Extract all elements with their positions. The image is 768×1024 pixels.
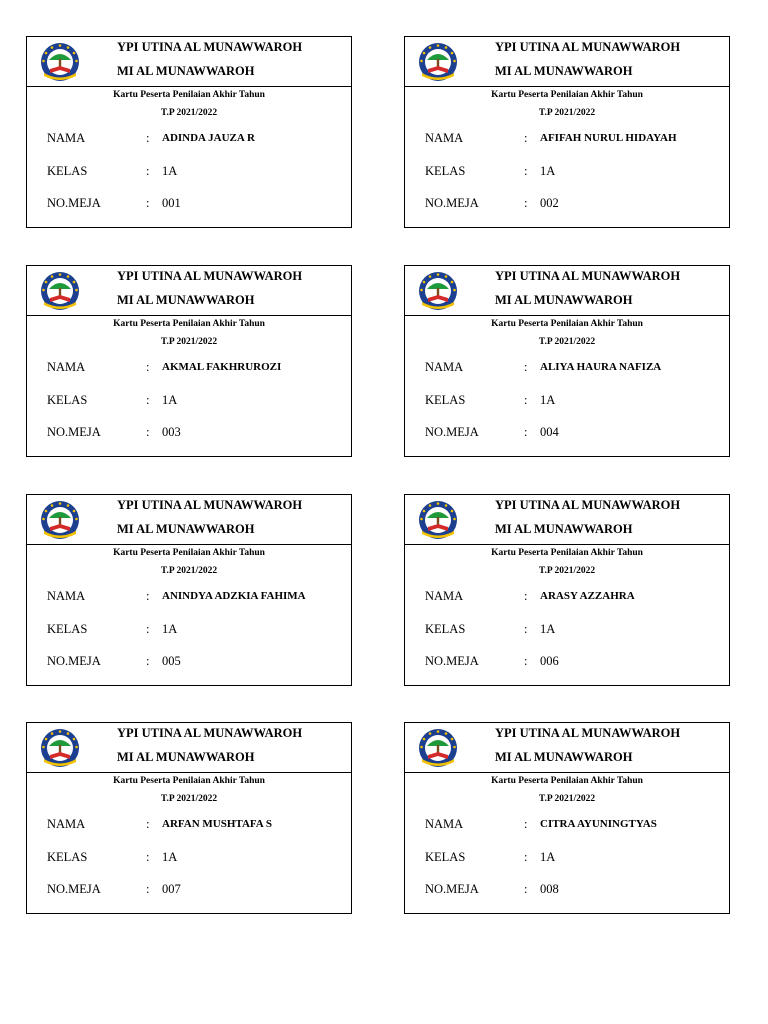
participant-class: 1A	[162, 164, 178, 178]
desk-number: 003	[162, 425, 181, 439]
class-label: KELAS	[425, 622, 466, 636]
class-colon: :	[146, 850, 150, 864]
name-colon: :	[524, 360, 528, 374]
organization-name: YPI UTINA AL MUNAWWAROH	[495, 726, 681, 740]
card-title: Kartu Peserta Penilaian Akhir Tahun	[113, 90, 265, 100]
school-year: T.P 2021/2022	[160, 337, 218, 347]
class-colon: :	[524, 393, 528, 407]
participant-card	[404, 265, 730, 457]
name-colon: :	[524, 817, 528, 831]
name-label: NAMA	[425, 817, 464, 831]
name-colon: :	[146, 360, 150, 374]
participant-card	[404, 36, 730, 228]
card-header	[405, 37, 729, 87]
desk-number: 007	[162, 882, 181, 896]
participant-class: 1A	[540, 850, 556, 864]
name-colon: :	[524, 589, 528, 603]
class-colon: :	[146, 622, 150, 636]
participant-class: 1A	[162, 850, 178, 864]
name-label: NAMA	[425, 589, 464, 603]
card-title: Kartu Peserta Penilaian Akhir Tahun	[113, 776, 265, 786]
school-emblem-icon	[39, 500, 81, 540]
desk-number: 001	[162, 196, 181, 210]
desk-label: NO.MEJA	[47, 882, 101, 896]
school-emblem-icon	[39, 271, 81, 311]
card-title: Kartu Peserta Penilaian Akhir Tahun	[491, 776, 643, 786]
class-label: KELAS	[47, 850, 88, 864]
class-colon: :	[146, 164, 150, 178]
school-name: MI AL MUNAWWAROH	[495, 293, 633, 307]
name-colon: :	[146, 817, 150, 831]
school-year: T.P 2021/2022	[538, 108, 596, 118]
class-label: KELAS	[47, 164, 88, 178]
desk-colon: :	[146, 425, 150, 439]
participant-card	[26, 722, 352, 914]
participant-card	[404, 722, 730, 914]
school-year: T.P 2021/2022	[160, 794, 218, 804]
participant-card	[26, 36, 352, 228]
desk-label: NO.MEJA	[47, 654, 101, 668]
desk-colon: :	[146, 654, 150, 668]
name-label: NAMA	[47, 589, 86, 603]
organization-name: YPI UTINA AL MUNAWWAROH	[495, 40, 681, 54]
class-colon: :	[146, 393, 150, 407]
class-label: KELAS	[47, 393, 88, 407]
class-colon: :	[524, 164, 528, 178]
participant-name: ADINDA JAUZA R	[162, 132, 255, 144]
school-name: MI AL MUNAWWAROH	[117, 293, 255, 307]
name-label: NAMA	[47, 817, 86, 831]
desk-colon: :	[524, 196, 528, 210]
card-header	[405, 495, 729, 545]
school-name: MI AL MUNAWWAROH	[495, 750, 633, 764]
name-label: NAMA	[47, 131, 86, 145]
participant-class: 1A	[162, 393, 178, 407]
desk-label: NO.MEJA	[47, 425, 101, 439]
desk-number: 004	[540, 425, 559, 439]
name-label: NAMA	[425, 360, 464, 374]
desk-colon: :	[146, 196, 150, 210]
participant-name: ALIYA HAURA NAFIZA	[540, 361, 662, 373]
card-title: Kartu Peserta Penilaian Akhir Tahun	[491, 90, 643, 100]
organization-name: YPI UTINA AL MUNAWWAROH	[117, 726, 303, 740]
card-header	[27, 495, 351, 545]
card-title: Kartu Peserta Penilaian Akhir Tahun	[113, 548, 265, 558]
card-title: Kartu Peserta Penilaian Akhir Tahun	[113, 319, 265, 329]
participant-name: ANINDYA ADZKIA FAHIMA	[162, 590, 306, 602]
card-title: Kartu Peserta Penilaian Akhir Tahun	[491, 319, 643, 329]
organization-name: YPI UTINA AL MUNAWWAROH	[117, 40, 303, 54]
desk-label: NO.MEJA	[425, 196, 479, 210]
name-colon: :	[524, 131, 528, 145]
participant-class: 1A	[540, 622, 556, 636]
school-year: T.P 2021/2022	[538, 337, 596, 347]
card-header	[27, 723, 351, 773]
desk-label: NO.MEJA	[47, 196, 101, 210]
school-name: MI AL MUNAWWAROH	[117, 522, 255, 536]
school-year: T.P 2021/2022	[538, 566, 596, 576]
school-emblem-icon	[39, 728, 81, 768]
school-name: MI AL MUNAWWAROH	[495, 64, 633, 78]
name-colon: :	[146, 131, 150, 145]
participant-name: AKMAL FAKHRUROZI	[162, 361, 282, 373]
desk-number: 005	[162, 654, 181, 668]
participant-name: ARASY AZZAHRA	[540, 590, 635, 602]
school-emblem-icon	[417, 500, 459, 540]
desk-colon: :	[524, 882, 528, 896]
card-title: Kartu Peserta Penilaian Akhir Tahun	[491, 548, 643, 558]
school-emblem-icon	[417, 728, 459, 768]
school-emblem-icon	[417, 271, 459, 311]
card-header	[27, 37, 351, 87]
desk-label: NO.MEJA	[425, 425, 479, 439]
class-label: KELAS	[425, 164, 466, 178]
desk-number: 002	[540, 196, 559, 210]
participant-card	[26, 494, 352, 686]
desk-number: 006	[540, 654, 559, 668]
participant-name: CITRA AYUNINGTYAS	[540, 818, 657, 830]
class-label: KELAS	[47, 622, 88, 636]
participant-class: 1A	[540, 164, 556, 178]
desk-colon: :	[524, 654, 528, 668]
school-name: MI AL MUNAWWAROH	[495, 522, 633, 536]
school-name: MI AL MUNAWWAROH	[117, 750, 255, 764]
class-label: KELAS	[425, 850, 466, 864]
organization-name: YPI UTINA AL MUNAWWAROH	[495, 269, 681, 283]
school-year: T.P 2021/2022	[160, 566, 218, 576]
card-header	[405, 266, 729, 316]
participant-card	[26, 265, 352, 457]
participant-class: 1A	[540, 393, 556, 407]
participant-class: 1A	[162, 622, 178, 636]
organization-name: YPI UTINA AL MUNAWWAROH	[495, 498, 681, 512]
class-colon: :	[524, 622, 528, 636]
school-name: MI AL MUNAWWAROH	[117, 64, 255, 78]
name-label: NAMA	[47, 360, 86, 374]
desk-colon: :	[524, 425, 528, 439]
name-colon: :	[146, 589, 150, 603]
class-label: KELAS	[425, 393, 466, 407]
desk-number: 008	[540, 882, 559, 896]
card-header	[405, 723, 729, 773]
school-year: T.P 2021/2022	[160, 108, 218, 118]
participant-card	[404, 494, 730, 686]
desk-colon: :	[146, 882, 150, 896]
school-emblem-icon	[417, 42, 459, 82]
card-header	[27, 266, 351, 316]
school-year: T.P 2021/2022	[538, 794, 596, 804]
name-label: NAMA	[425, 131, 464, 145]
participant-name: AFIFAH NURUL HIDAYAH	[540, 132, 677, 144]
school-emblem-icon	[39, 42, 81, 82]
desk-label: NO.MEJA	[425, 654, 479, 668]
desk-label: NO.MEJA	[425, 882, 479, 896]
organization-name: YPI UTINA AL MUNAWWAROH	[117, 269, 303, 283]
organization-name: YPI UTINA AL MUNAWWAROH	[117, 498, 303, 512]
class-colon: :	[524, 850, 528, 864]
participant-name: ARFAN MUSHTAFA S	[162, 818, 272, 830]
